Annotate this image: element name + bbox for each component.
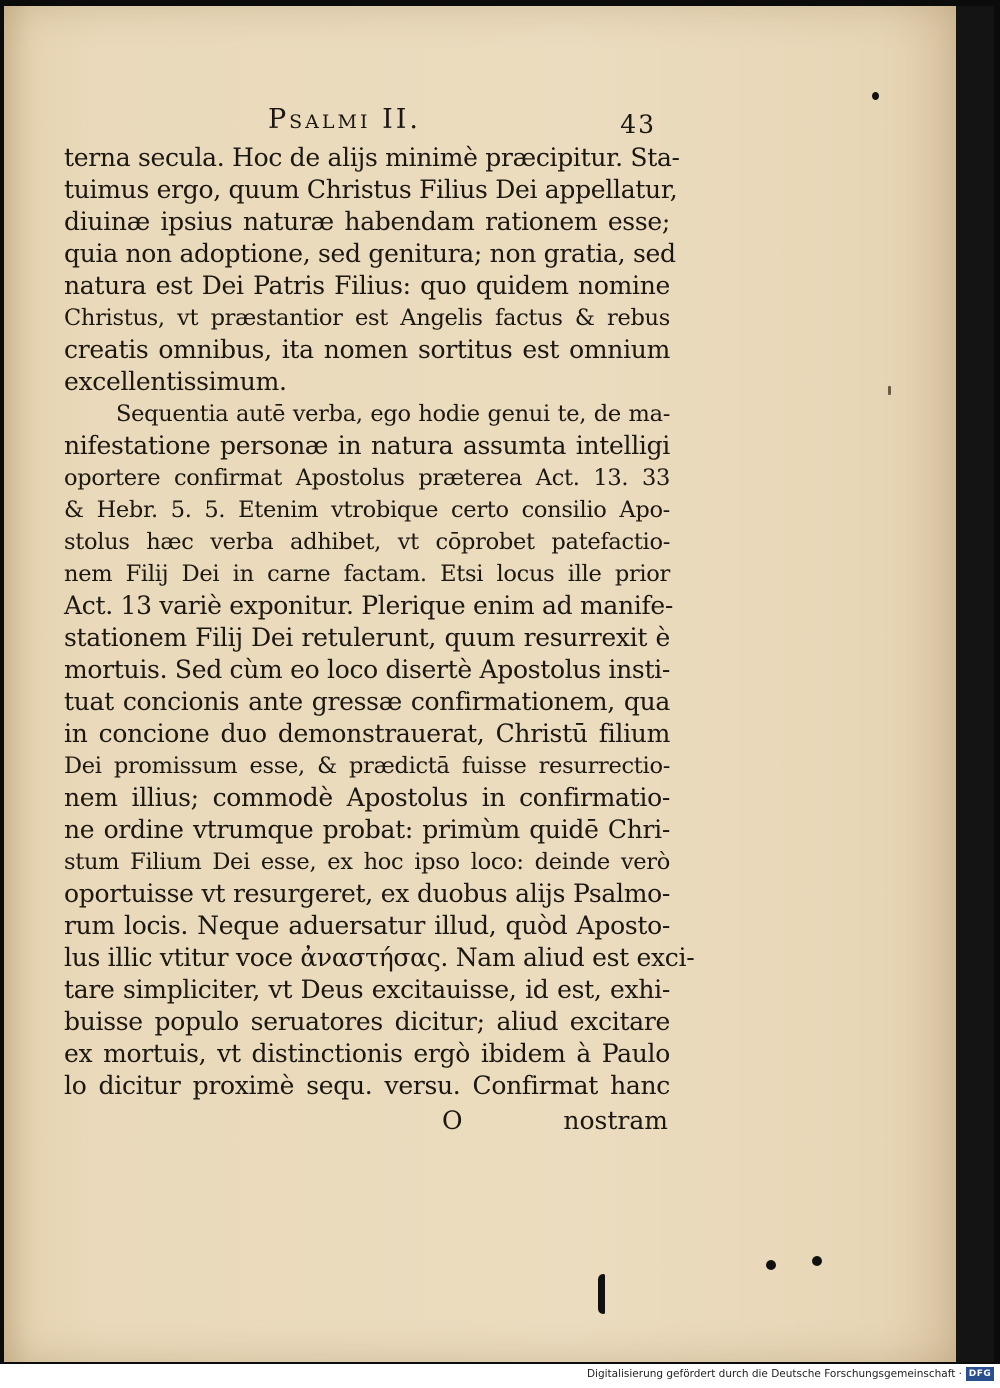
text-line: rum locis. Neque aduersatur illud, quòd Aposto- (64, 911, 670, 940)
text-line: nifestatione personæ in natura assumta intelligi (64, 431, 670, 460)
scan-edge-strip (956, 6, 994, 1362)
text-line: quia non adoptione, sed genitura; non gratia, sed (64, 239, 676, 268)
text-line: creatis omnibus, ita nomen sortitus est omnium (64, 335, 670, 364)
funding-credit: Digitalisierung gefördert durch die Deutsche Forschungsgemeinschaft · (586, 1368, 962, 1380)
text-line: & Hebr. 5. 5. Etenim vtrobique certo consilio Apo- (64, 497, 670, 523)
ink-speck (766, 1260, 776, 1270)
text-line: lus illic vtitur voce ἀναστήσας. Nam aliud est exci- (64, 943, 695, 972)
text-line: tare simpliciter, vt Deus excitauisse, id est, exhi- (64, 975, 670, 1004)
ink-mark (598, 1274, 605, 1314)
text-line: in concione duo demonstrauerat, Christū filium (64, 719, 670, 748)
text-line: buisse populo seruatores dicitur; aliud excitare (64, 1007, 670, 1036)
text-line: tuat concionis ante gressæ confirmationem, qua (64, 687, 670, 716)
text-line: Sequentia autē verba, ego hodie genui te, de ma- (116, 401, 670, 427)
text-line: terna secula. Hoc de alijs minimè præcipitur. Sta- (64, 143, 680, 172)
text-line: oportuisse vt resurgeret, ex duobus alijs Psalmo- (64, 879, 670, 908)
dfg-logo-icon: DFG (966, 1367, 994, 1381)
text-line: excellentissimum. (64, 367, 287, 396)
text-line: ne ordine vtrumque probat: primùm quidē Chri- (64, 815, 670, 844)
text-line: stolus hæc verba adhibet, vt cōprobet patefactio- (64, 529, 670, 555)
text-line: mortuis. Sed cùm eo loco disertè Apostolus insti- (64, 655, 671, 684)
text-line: stationem Filij Dei retulerunt, quum resurrexit è (64, 623, 670, 652)
text-line: Christus, vt præstantior est Angelis factus & rebus (64, 305, 670, 331)
ink-speck (888, 386, 891, 395)
text-line: tuimus ergo, quum Christus Filius Dei appellatur, (64, 175, 678, 204)
ink-speck (872, 92, 879, 100)
catchword: nostram (563, 1106, 668, 1135)
running-head-title: Psalmi II. (268, 104, 421, 135)
text-line: oportere confirmat Apostolus præterea Act. 13. 33 (64, 465, 670, 491)
running-head (64, 96, 670, 142)
catchword-line (64, 1102, 670, 1138)
text-line: ex mortuis, vt distinctionis ergò ibidem à Paulo (64, 1039, 670, 1068)
text-line: Dei promissum esse, & prædictā fuisse resurrectio- (64, 753, 670, 779)
signature-mark: O (442, 1106, 463, 1135)
text-block (64, 96, 695, 1138)
text-line: stum Filium Dei esse, ex hoc ipso loco: deinde verò (64, 849, 670, 875)
footer-bar (0, 1364, 1000, 1388)
text-line: lo dicitur proximè sequ. versu. Confirmat hanc (64, 1071, 670, 1100)
text-line: nem Filij Dei in carne factam. Etsi locus ille prior (64, 561, 670, 587)
text-line: Act. 13 variè exponitur. Plerique enim ad manife- (64, 591, 674, 620)
text-line: nem illius; commodè Apostolus in confirmatio- (64, 783, 670, 812)
page-number: 43 (620, 110, 656, 139)
text-line: natura est Dei Patris Filius: quo quidem nomine (64, 271, 670, 300)
ink-speck (812, 1256, 822, 1266)
text-line: diuinæ ipsius naturæ habendam rationem esse; (64, 207, 670, 236)
